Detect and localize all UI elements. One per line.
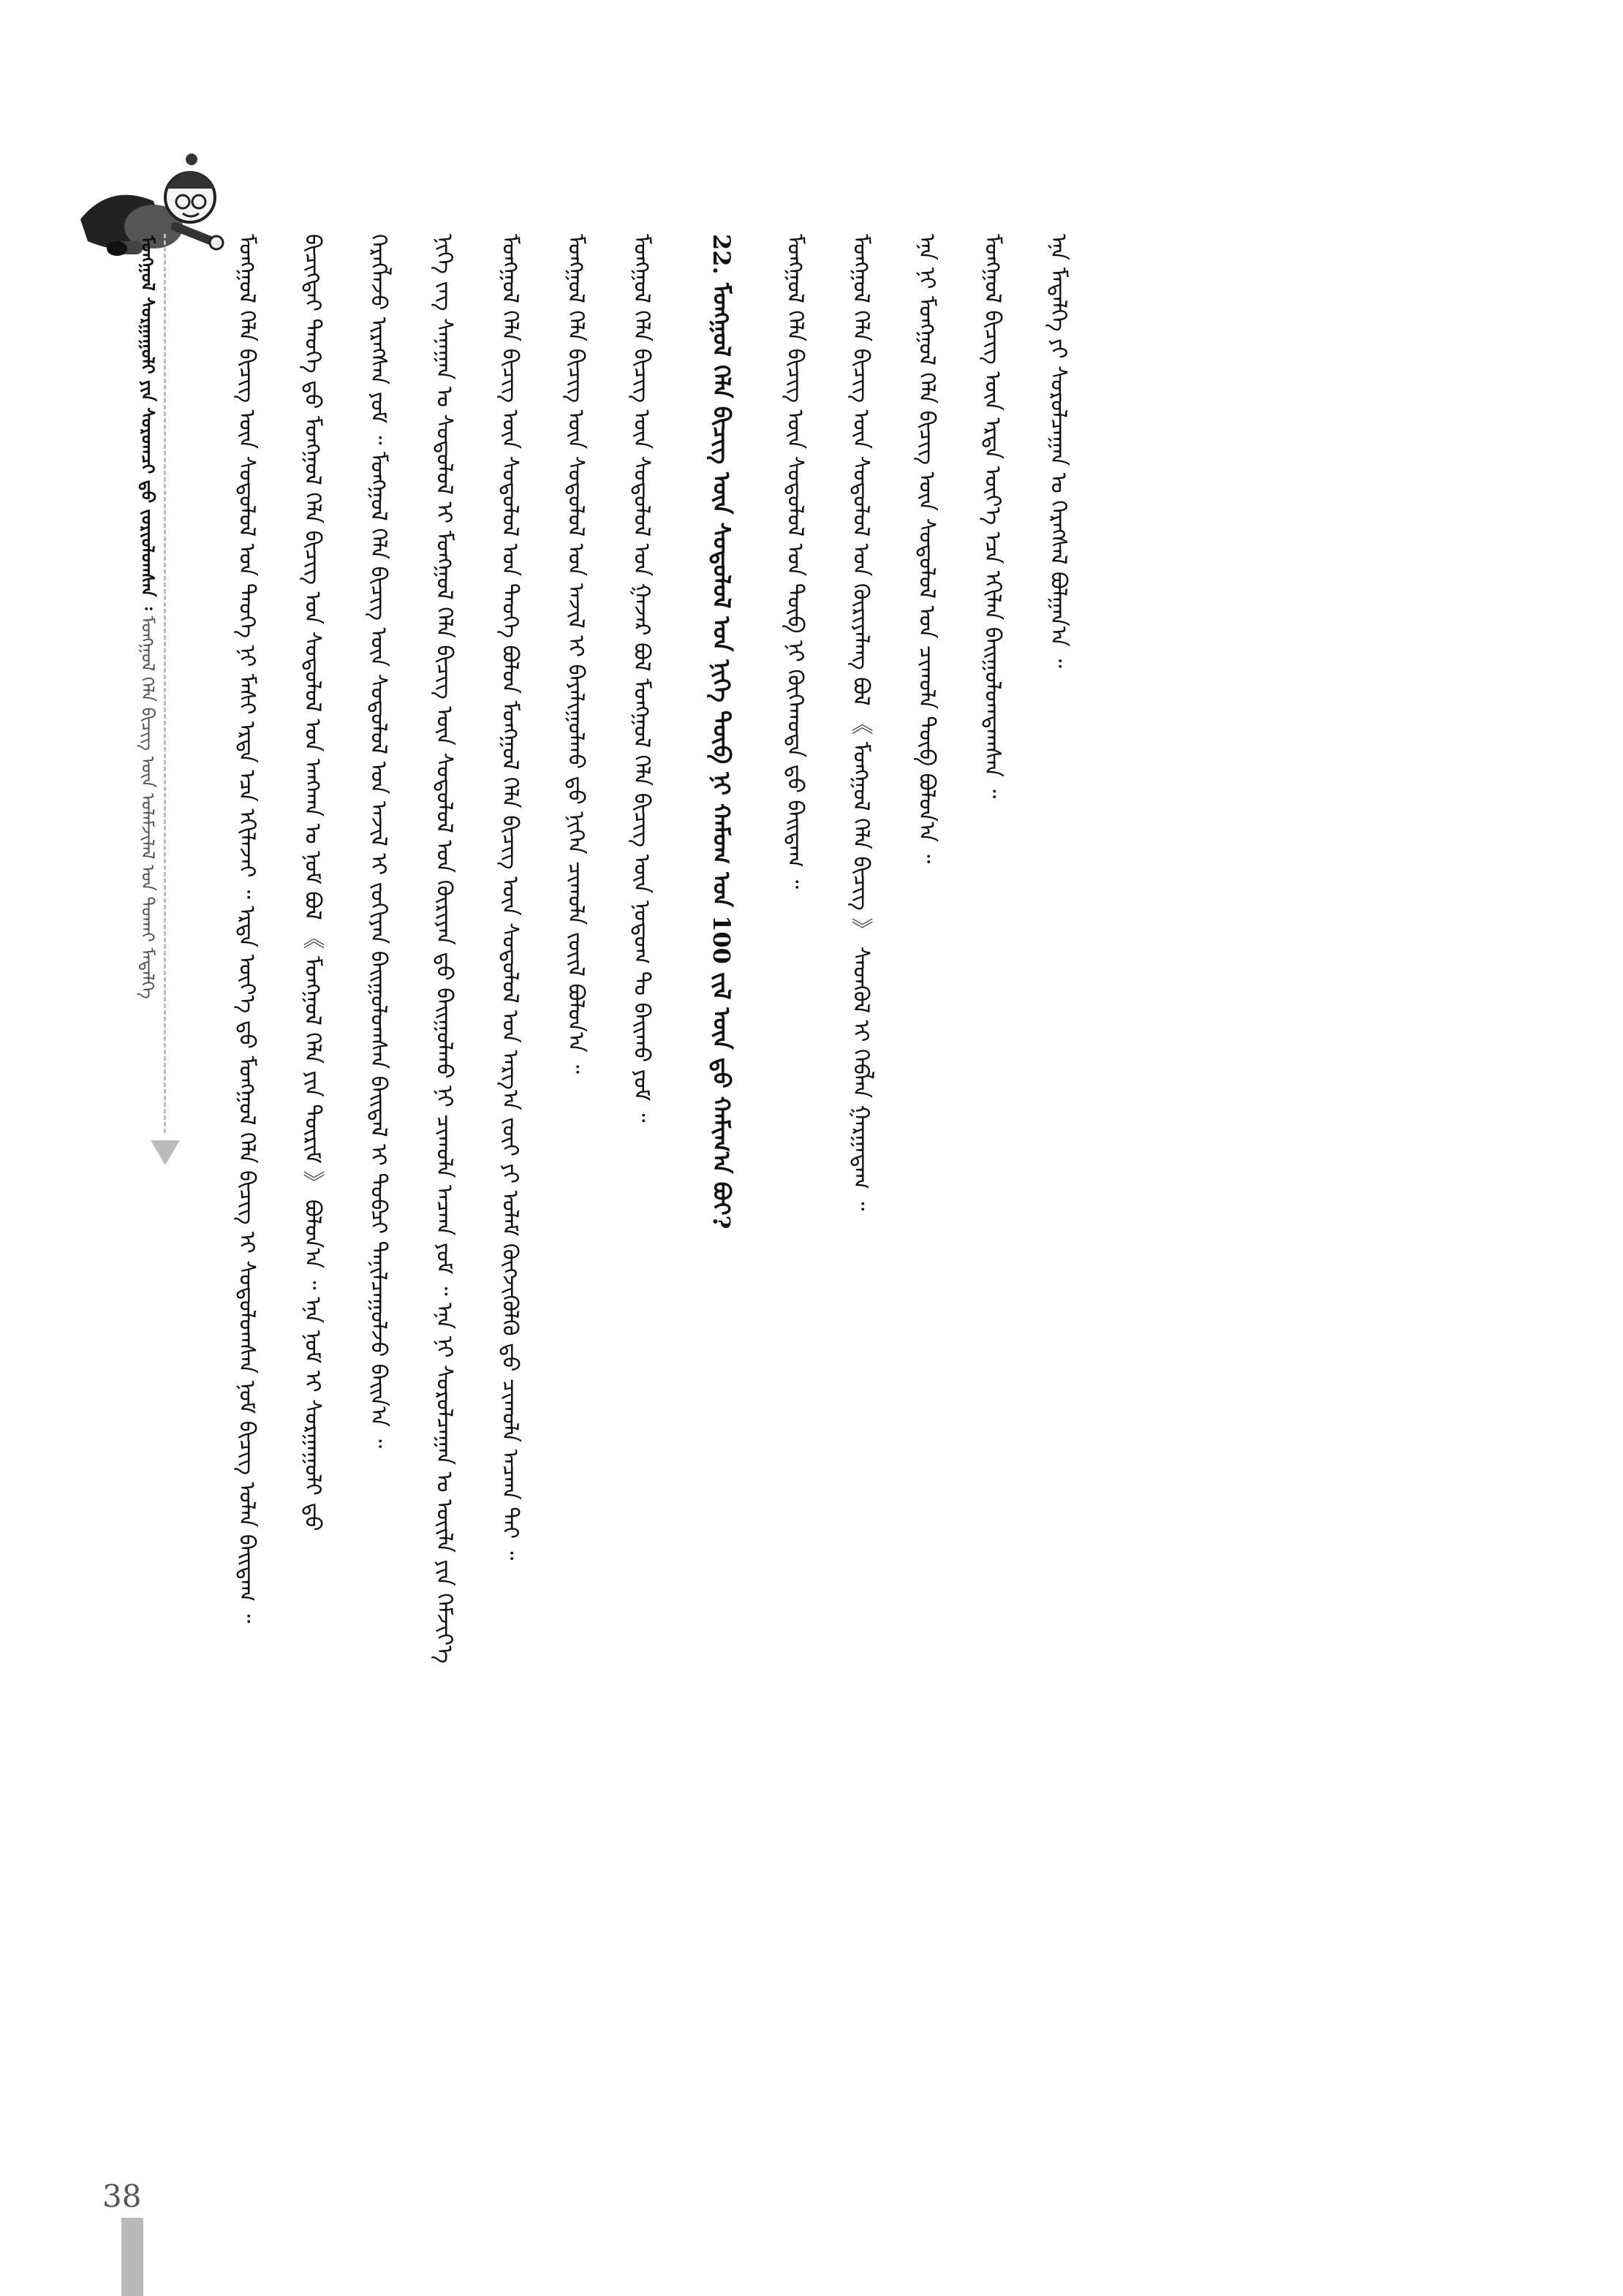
text-column: ᠮᠣᠩᠭᠣᠯ ᠬᠡᠯᠡ ᠪᠢᠴᠢᠭ ᠦᠨ ᠰᠤᠳᠤᠯᠤᠯ ᠤᠨ ᠲᠡᠦᠬᠡ ᠪᠣᠯᠤᠨ ᠮᠣᠩᠭᠣᠯ ᠬᠡᠯᠡ ᠪᠢᠴᠢᠭ ᠦᠨ ᠰᠤᠳᠤᠯᠤᠯ ᠤᠨ ᠠᠷᠭ᠎ᠠ ᠵᠦᠢ ᠶᠢ ᠤᠯᠠᠮ ᠬᠥᠭᠵᠢᠭᠦᠯᠬᠦ ᠳ᠋ᠦ ᠴᠢᠬᠤᠯᠠ ᠠᠴᠬᠠ ᠲᠠᠢ ᠃	[497, 234, 523, 1561]
question-heading: 22. ᠮᠣᠩᠭᠣᠯ ᠬᠡᠯᠡ ᠪᠢᠴᠢᠭ ᠦᠨ ᠰᠤᠳᠤᠯᠤᠯ ᠤᠨ ᠨᠢᠭᠡ ᠲᠥᠪ ᠨᠢ ᠬᠠᠮᠤᠭ ᠤᠨ 100 ᠵᠢᠯ ᠦᠨ ᠳ᠋ᠤ ᠬᠠᠮᠢᠭ᠎ᠠ ᠪᠣᠢ?	[708, 234, 735, 1230]
answer-column: ᠡᠨᠡ ᠨᠢ ᠮᠣᠩᠭᠣᠯ ᠬᠡᠯᠡ ᠪᠢᠴᠢᠭ ᠦᠨ ᠰᠤᠳᠤᠯᠤᠯ ᠤᠨ ᠴᠢᠬᠤᠯᠠ ᠲᠥᠪ ᠪᠣᠯᠤᠨ᠎ᠠ ᠃	[914, 234, 939, 864]
header-divider	[164, 234, 166, 1133]
text-column: ᠬᠡᠷᠡᠭᠯᠡᠵᠦ ᠢᠷᠡᠭᠰᠡᠨ ᠶᠤᠮ ᠃ ᠮᠣᠩᠭᠣᠯ ᠬᠡᠯᠡ ᠪᠢᠴᠢᠭ ᠦᠨ ᠰᠤᠳᠤᠯᠤᠯ ᠤᠨ ᠠᠵᠢᠯ ᠢ ᠵᠣᠬᠢᠶᠠᠨ ᠪᠠᠢᠭᠤᠯᠤᠭᠰᠠᠨ ᠪᠠᠢᠳᠠᠯ ᠢ ᠲᠣᠪᠴᠢ ᠲᠠᠨᠢᠯᠴᠠᠭᠤᠯᠵᠤ ᠪᠠᠢᠨ᠎ᠠ ᠃	[366, 234, 391, 1449]
running-header-title: ᠮᠣᠩᠭᠣᠯ ᠬᠡᠯᠡ ᠪᠢᠴᠢᠭ ᠦᠨ ᠤᠯᠠᠮᠵᠢᠯᠠᠯ ᠤᠨ ᠲᠤᠬᠠᠢ ᠮᠡᠳᠡᠯᠭᠡ	[137, 615, 158, 999]
text-column: ᠮᠣᠩᠭᠣᠯ ᠬᠡᠯᠡ ᠪᠢᠴᠢᠭ ᠦᠨ ᠰᠤᠳᠤᠯᠤᠯ ᠤᠨ ᠠᠵᠢᠯ ᠢ ᠪᠠᠶᠠᠯᠢᠭᠤᠯᠬᠤ ᠳ᠋ᠤ ᠨᠢᠭᠡᠨ ᠴᠢᠬᠤᠯᠠ ᠵᠦᠢᠯ ᠪᠣᠯᠤᠨ᠎ᠠ ᠃	[563, 234, 589, 1075]
answer-column: ᠮᠣᠩᠭᠣᠯ ᠬᠡᠯᠡ ᠪᠢᠴᠢᠭ ᠦᠨ ᠰᠤᠳᠤᠯᠤᠯ ᠤᠨ ᠲᠥᠪ ᠨᠢ ᠬᠥᠬᠡᠬᠣᠲᠠ ᠳ᠋ᠤ ᠪᠠᠢᠳᠠᠭ ᠃	[782, 234, 808, 889]
running-header-bold: ᠮᠣᠩᠭᠣᠯ ᠰᠤᠷᠭᠠᠭᠤᠯᠢ ᠶᠢᠨ ᠰᠤᠷᠤᠭᠴᠢ ᠳ᠋ᠤ ᠵᠣᠷᠢᠤᠯᠤᠭᠰᠠᠨ ᠄	[137, 235, 158, 610]
answer-column: ᠮᠣᠩᠭᠣᠯ ᠪᠢᠴᠢᠭ ᠦᠨ ᠡᠷᠲᠡ ᠦᠶ᠎ᠡ ᠡᠴᠡ ᠡᠬᠢᠯᠡᠨ ᠪᠠᠢᠭᠤᠯᠤᠭᠳᠠᠭᠰᠠᠨ ᠃	[980, 234, 1005, 799]
text-column: ᠮᠣᠩᠭᠣᠯ ᠬᠡᠯᠡ ᠪᠢᠴᠢᠭ ᠦᠨ ᠰᠤᠳᠤᠯᠤᠯ ᠤᠨ ᠲᠡᠦᠬᠡ ᠨᠢ ᠮᠠᠰᠢ ᠡᠷᠲᠡ ᠡᠴᠡ ᠡᠬᠢᠯᠡᠵᠡᠢ ᠃ ᠡᠷᠲᠡ ᠦᠶ᠎ᠡ ᠳ᠋ᠤ ᠮᠣᠩᠭᠣᠯ ᠬᠡᠯᠡ ᠪᠢᠴᠢᠭ ᠢ ᠰᠤᠳᠤᠯᠤᠭᠰᠠᠨ ᠨᠣᠮ ᠪᠢᠴᠢᠭ ᠤᠯᠠᠨ ᠪᠠᠢᠳᠠᠭ ᠃	[234, 234, 260, 1624]
answer-column: ᠮᠣᠩᠭᠣᠯ ᠬᠡᠯᠡ ᠪᠢᠴᠢᠭ ᠦᠨ ᠰᠤᠳᠤᠯᠤᠯ ᠤᠨ ᠬᠦᠷᠢᠶᠡᠯᠡᠩ ᠪᠣᠯ 《 ᠮᠣᠩᠭᠣᠯ ᠬᠡᠯᠡ ᠪᠢᠴᠢᠭ 》 ᠰᠡᠳᠬᠦᠯ ᠢ ᠬᠡᠪᠯᠡᠨ ᠭᠠᠷᠭᠠᠳᠠᠭ ᠃	[848, 234, 874, 1211]
text-column: ᠪᠢᠴᠢᠭᠲᠡᠢ ᠲᠡᠦᠬᠡ ᠳ᠋ᠦ ᠮᠣᠩᠭᠣᠯ ᠬᠡᠯᠡ ᠪᠢᠴᠢᠭ ᠤᠨ ᠰᠤᠳᠤᠯᠤᠯ ᠤᠨ ᠠᠩᠬᠠᠨ ᠤ ᠨᠣᠮ ᠪᠣᠯ 《 ᠮᠣᠩᠭᠣᠯ ᠬᠡᠯᠡ ᠶᠢᠨ ᠳᠦᠷᠢᠮ 》 ᠪᠣᠯᠤᠨ᠎ᠠ ᠃ ᠡᠨᠡ ᠨᠣᠮ ᠢ ᠰᠤᠷᠭᠠᠭᠤᠯᠢ ᠳ᠋ᠤ	[300, 234, 325, 1531]
text-column: ᠮᠣᠩᠭᠣᠯ ᠬᠡᠯᠡ ᠪᠢᠴᠢᠭ ᠦᠨ ᠰᠤᠳᠤᠯᠤᠯ ᠤᠨ ᠭᠠᠵᠠᠷ ᠪᠣᠯ ᠮᠣᠩᠭᠣᠯ ᠬᠡᠯᠡ ᠪᠢᠴᠢᠭ ᠦᠨ ᠨᠤᠲᠤᠭ ᠲᠤ ᠪᠠᠢᠬᠤ ᠶᠤᠮ ᠃	[629, 234, 654, 1123]
text-column: ᠨᠢᠭᠡ ᠵᠡᠭ ᠰᠠᠨᠠᠭᠠᠨ ᠤ ᠰᠤᠳᠤᠯᠤᠯ ᠢ ᠮᠣᠩᠭᠣᠯ ᠬᠡᠯᠡ ᠪᠢᠴᠢᠭ ᠦᠨ ᠰᠤᠳᠤᠯᠤᠯ ᠤᠨ ᠬᠦᠷᠢᠶᠡᠨ ᠳ᠋ᠦ ᠪᠠᠢᠭᠤᠯᠬᠤ ᠨᠢ ᠴᠢᠬᠤᠯᠠ ᠠᠴᠬᠠ ᠶᠤᠮ ᠃ ᠡᠨᠡ ᠨᠢ ᠰᠤᠷᠤᠯᠴᠠᠭᠠᠨ ᠤ ᠦᠢᠯᠡ ᠶᠢᠨ ᠬᠡᠮᠵᠢᠶ᠎ᠡ	[431, 234, 457, 1664]
closing-line: ᠡᠨᠡ ᠮᠡᠳᠡᠯᠭᠡ ᠶᠢ ᠰᠤᠷᠤᠯᠴᠠᠭᠠᠨ ᠤ ᠬᠡᠷᠡᠭᠰᠡᠯ ᠪᠣᠯᠭᠠᠨ᠎ᠠ ᠃	[1045, 234, 1071, 668]
page-number: 38	[102, 2178, 142, 2214]
running-header	[136, 235, 167, 1076]
page-edge-bar	[121, 2218, 143, 2296]
triangle-marker-icon	[151, 1140, 180, 1165]
